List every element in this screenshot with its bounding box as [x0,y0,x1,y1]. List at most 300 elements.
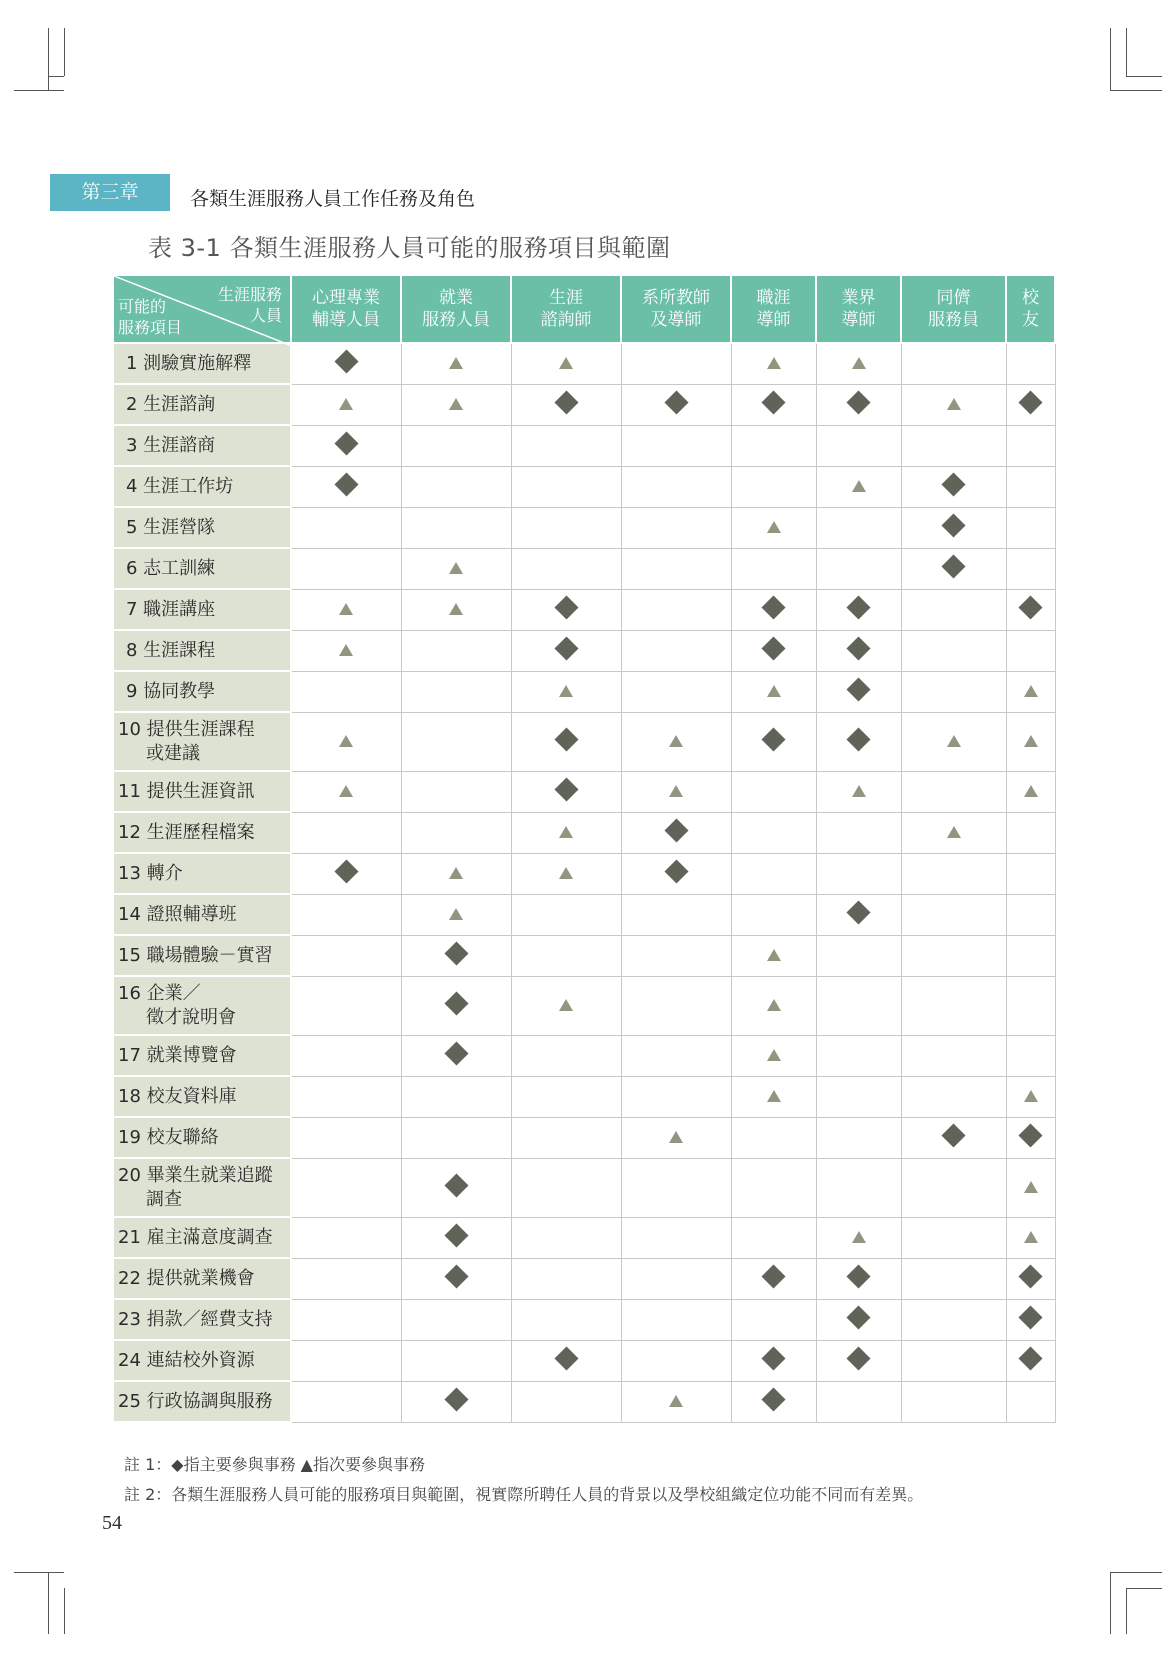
matrix-cell [291,548,401,589]
header-row [113,275,1055,343]
matrix-cell [511,1035,621,1076]
crop-mark [1126,76,1162,77]
crop-mark [14,1572,64,1573]
table-row [113,384,1055,425]
secondary-triangle-icon [449,562,463,574]
secondary-triangle-icon [339,735,353,747]
matrix-cell [731,1258,816,1299]
table-row [113,589,1055,630]
service-item-label-line: 16 企業／ [118,982,201,1004]
matrix-cell [901,548,1006,589]
matrix-cell [731,1035,816,1076]
service-item-label-line: 9 協同教學 [126,680,216,702]
service-item-label-line: 6 志工訓練 [126,557,216,579]
service-item-label [113,466,291,507]
matrix-cell [291,1035,401,1076]
secondary-triangle-icon [767,999,781,1011]
primary-diamond-icon [664,390,688,414]
crop-mark [1110,28,1111,90]
matrix-cell [511,1340,621,1381]
matrix-cell [731,548,816,589]
primary-diamond-icon [444,991,468,1015]
matrix-cell [901,1381,1006,1422]
matrix-cell [816,1340,901,1381]
table-row [113,507,1055,548]
service-item-label-line: 24 連結校外資源 [118,1349,255,1371]
service-item-label-line: 2 生涯諮詢 [126,393,216,415]
service-item-label [113,1158,291,1217]
secondary-triangle-icon [339,603,353,615]
matrix-cell [621,630,731,671]
matrix-cell [1006,507,1055,548]
primary-diamond-icon [846,636,870,660]
service-item-label [113,1381,291,1422]
matrix-cell [1006,1217,1055,1258]
matrix-cell [901,894,1006,935]
matrix-cell [401,671,511,712]
table-row [113,1035,1055,1076]
matrix-cell [731,384,816,425]
matrix-cell [401,853,511,894]
column-header [816,275,901,343]
matrix-cell [901,976,1006,1035]
matrix-cell [816,712,901,771]
service-item-label [113,507,291,548]
service-item-label [113,384,291,425]
secondary-triangle-icon [767,521,781,533]
primary-diamond-icon [554,595,578,619]
matrix-cell [291,466,401,507]
service-item-label-line: 7 職涯講座 [126,598,216,620]
matrix-cell [901,1340,1006,1381]
matrix-cell [291,425,401,466]
primary-diamond-icon [554,727,578,751]
service-item-label [113,853,291,894]
matrix-cell [621,507,731,548]
corner-top-line-2: 人員 [249,306,282,325]
service-item-label [113,1217,291,1258]
crop-mark [14,90,64,91]
primary-diamond-icon [334,472,358,496]
matrix-cell [816,935,901,976]
secondary-triangle-icon [449,603,463,615]
table-row [113,976,1055,1035]
matrix-cell [731,812,816,853]
matrix-cell [1006,466,1055,507]
matrix-cell [401,548,511,589]
matrix-cell [621,1340,731,1381]
column-header-line: 校 [1022,288,1039,308]
crop-mark [1126,1588,1127,1634]
matrix-cell [401,1217,511,1258]
service-item-label-line: 11 提供生涯資訊 [118,780,255,802]
service-item-label-line: 8 生涯課程 [126,639,216,661]
service-item-label [113,894,291,935]
secondary-triangle-icon [767,949,781,961]
secondary-triangle-icon [339,785,353,797]
matrix-cell [291,1217,401,1258]
matrix-cell [291,384,401,425]
matrix-cell [291,1258,401,1299]
table-row [113,1258,1055,1299]
table-row [113,712,1055,771]
matrix-cell [291,630,401,671]
primary-diamond-icon [761,1387,785,1411]
matrix-cell [401,771,511,812]
matrix-cell [816,894,901,935]
matrix-cell [401,1076,511,1117]
service-item-label-line: 4 生涯工作坊 [126,475,234,497]
matrix-cell [401,712,511,771]
corner-bottom-line-1: 可能的 [118,297,167,316]
matrix-cell [816,812,901,853]
matrix-cell [291,1158,401,1217]
primary-diamond-icon [664,818,688,842]
matrix-cell [901,343,1006,384]
matrix-cell [621,1117,731,1158]
matrix-cell [401,894,511,935]
matrix-cell [816,976,901,1035]
service-item-label [113,712,291,771]
matrix-cell [731,1381,816,1422]
secondary-triangle-icon [559,357,573,369]
secondary-triangle-icon [449,398,463,410]
column-header [511,275,621,343]
primary-diamond-icon [846,677,870,701]
secondary-triangle-icon [767,1090,781,1102]
service-item-label [113,976,291,1035]
matrix-cell [1006,1381,1055,1422]
column-header-line: 系所教師 [642,288,710,308]
matrix-cell [731,1340,816,1381]
matrix-cell [1006,630,1055,671]
service-item-label-line: 12 生涯歷程檔案 [118,821,255,843]
column-header-line: 生涯 [549,288,583,308]
matrix-cell [401,935,511,976]
primary-diamond-icon [846,1346,870,1370]
matrix-cell [1006,343,1055,384]
matrix-cell [901,1117,1006,1158]
service-item-label-line: 5 生涯營隊 [126,516,216,538]
matrix-cell [1006,1076,1055,1117]
secondary-triangle-icon [449,867,463,879]
primary-diamond-icon [1018,1346,1042,1370]
matrix-cell [1006,935,1055,976]
matrix-cell [291,1299,401,1340]
matrix-cell [291,343,401,384]
matrix-cell [291,1340,401,1381]
matrix-cell [816,1217,901,1258]
secondary-triangle-icon [1024,685,1038,697]
service-item-label [113,1076,291,1117]
matrix-cell [401,1158,511,1217]
service-item-label-line: 23 捐款／經費支持 [118,1308,273,1330]
crop-mark [1110,90,1162,91]
matrix-cell [511,1117,621,1158]
crop-mark [1110,1572,1162,1573]
matrix-cell [816,1035,901,1076]
secondary-triangle-icon [339,644,353,656]
matrix-cell [511,384,621,425]
matrix-cell [291,1076,401,1117]
matrix-cell [1006,712,1055,771]
table-row [113,1158,1055,1217]
matrix-cell [816,425,901,466]
service-item-label-line: 21 雇主滿意度調查 [118,1226,273,1248]
secondary-triangle-icon [947,398,961,410]
matrix-cell [901,1258,1006,1299]
matrix-cell [816,1158,901,1217]
matrix-cell [291,1381,401,1422]
matrix-cell [511,712,621,771]
table-body [113,343,1055,1422]
primary-diamond-icon [554,636,578,660]
column-header-line: 及導師 [650,310,702,330]
table-row [113,894,1055,935]
crop-mark [64,1588,65,1634]
matrix-cell [511,935,621,976]
matrix-cell [511,466,621,507]
matrix-cell [901,1217,1006,1258]
matrix-cell [816,343,901,384]
matrix-cell [1006,812,1055,853]
primary-diamond-icon [444,1264,468,1288]
matrix-cell [621,1381,731,1422]
column-header-line: 服務人員 [422,310,490,330]
primary-diamond-icon [444,1223,468,1247]
table-row [113,425,1055,466]
service-item-label-line: 20 畢業生就業追蹤 [118,1164,273,1186]
matrix-cell [731,425,816,466]
matrix-cell [731,712,816,771]
matrix-cell [621,1258,731,1299]
secondary-triangle-icon [852,480,866,492]
matrix-cell [621,1076,731,1117]
matrix-cell [291,1117,401,1158]
primary-diamond-icon [334,859,358,883]
matrix-cell [621,1035,731,1076]
service-item-label [113,589,291,630]
column-header-line: 服務員 [928,310,979,330]
secondary-triangle-icon [1024,1090,1038,1102]
matrix-cell [731,671,816,712]
matrix-cell [621,1217,731,1258]
primary-diamond-icon [444,1387,468,1411]
matrix-cell [511,853,621,894]
table-row [113,671,1055,712]
service-item-label-line: 10 提供生涯課程 [118,718,255,740]
service-item-label-line: 17 就業博覽會 [118,1044,237,1066]
primary-diamond-icon [1018,390,1042,414]
matrix-cell [621,671,731,712]
matrix-cell [511,1258,621,1299]
matrix-cell [291,853,401,894]
service-item-label-line: 14 證照輔導班 [118,903,237,925]
primary-diamond-icon [846,1305,870,1329]
matrix-cell [901,712,1006,771]
matrix-cell [401,1035,511,1076]
primary-diamond-icon [761,1346,785,1370]
matrix-cell [901,384,1006,425]
matrix-cell [291,771,401,812]
column-header-line: 同儕 [936,288,971,308]
service-item-label [113,1299,291,1340]
matrix-cell [621,1158,731,1217]
matrix-cell [816,1117,901,1158]
secondary-triangle-icon [767,685,781,697]
table-row [113,1076,1055,1117]
service-item-label [113,1035,291,1076]
matrix-cell [1006,1299,1055,1340]
matrix-cell [901,935,1006,976]
column-header-line: 導師 [841,310,876,330]
matrix-cell [901,853,1006,894]
primary-diamond-icon [941,472,965,496]
matrix-cell [1006,976,1055,1035]
service-item-label-line: 19 校友聯絡 [118,1126,219,1148]
matrix-cell [1006,1035,1055,1076]
secondary-triangle-icon [1024,1231,1038,1243]
secondary-triangle-icon [669,1395,683,1407]
secondary-triangle-icon [559,999,573,1011]
matrix-cell [401,589,511,630]
column-header [901,275,1006,343]
secondary-triangle-icon [339,398,353,410]
table-row [113,343,1055,384]
matrix-cell [621,1299,731,1340]
secondary-triangle-icon [767,1049,781,1061]
service-item-label [113,548,291,589]
secondary-triangle-icon [947,735,961,747]
crop-mark [48,28,49,90]
column-header-line: 業界 [841,288,876,308]
primary-diamond-icon [846,900,870,924]
service-item-label-line: 22 提供就業機會 [118,1267,255,1289]
note-1: 註 1：◆指主要參與事務 ▲指次要參與事務 [124,1455,425,1474]
service-item-label-line: 徵才說明會 [146,1006,236,1028]
matrix-cell [816,589,901,630]
service-item-label [113,771,291,812]
matrix-cell [1006,1258,1055,1299]
table-row [113,1340,1055,1381]
matrix-cell [1006,894,1055,935]
column-header-line: 輔導人員 [312,310,380,330]
matrix-cell [401,384,511,425]
matrix-cell [621,466,731,507]
matrix-cell [1006,1158,1055,1217]
matrix-cell [401,1340,511,1381]
primary-diamond-icon [444,1173,468,1197]
table-row [113,935,1055,976]
matrix-cell [511,548,621,589]
matrix-cell [901,771,1006,812]
secondary-triangle-icon [669,735,683,747]
service-item-label-line: 13 轉介 [118,862,183,884]
matrix-cell [731,1217,816,1258]
column-header-line: 心理專業 [312,288,380,308]
matrix-cell [1006,548,1055,589]
matrix-cell [511,894,621,935]
matrix-cell [816,630,901,671]
note-2: 註 2：各類生涯服務人員可能的服務項目與範圍，視實際所聘任人員的背景以及學校組織定位功能不同而有差異。 [124,1485,924,1504]
matrix-cell [511,771,621,812]
primary-diamond-icon [761,595,785,619]
crop-mark [48,1572,49,1634]
matrix-cell [511,589,621,630]
matrix-cell [816,671,901,712]
matrix-cell [816,548,901,589]
primary-diamond-icon [554,777,578,801]
matrix-cell [901,589,1006,630]
matrix-cell [901,425,1006,466]
matrix-cell [901,1035,1006,1076]
matrix-cell [621,425,731,466]
corner-header [113,275,291,343]
table-row [113,1217,1055,1258]
primary-diamond-icon [941,513,965,537]
service-item-label [113,671,291,712]
table-row [113,1381,1055,1422]
service-item-label-line: 25 行政協調與服務 [118,1390,273,1412]
matrix-cell [731,343,816,384]
column-header [1006,275,1055,343]
matrix-cell [621,935,731,976]
primary-diamond-icon [941,1123,965,1147]
matrix-cell [401,343,511,384]
matrix-cell [621,712,731,771]
secondary-triangle-icon [669,785,683,797]
matrix-cell [621,548,731,589]
matrix-cell [816,1299,901,1340]
secondary-triangle-icon [1024,1181,1038,1193]
matrix-cell [731,1158,816,1217]
matrix-cell [621,384,731,425]
service-item-label-line: 1 測驗實施解釋 [126,352,252,374]
matrix-cell [621,976,731,1035]
matrix-cell [291,976,401,1035]
service-item-label [113,1258,291,1299]
table-row [113,853,1055,894]
matrix-cell [291,894,401,935]
matrix-cell [291,812,401,853]
column-header-line: 諮詢師 [540,310,592,330]
matrix-cell [401,507,511,548]
primary-diamond-icon [846,1264,870,1288]
service-item-label [113,425,291,466]
secondary-triangle-icon [852,785,866,797]
service-matrix-table [112,274,1056,1423]
column-header-line: 導師 [756,310,791,330]
matrix-cell [511,1217,621,1258]
service-item-label [113,1340,291,1381]
crop-mark [1126,1588,1162,1589]
matrix-cell [1006,425,1055,466]
matrix-cell [731,853,816,894]
service-item-label [113,935,291,976]
primary-diamond-icon [444,941,468,965]
service-item-label [113,630,291,671]
matrix-cell [401,466,511,507]
matrix-cell [511,343,621,384]
primary-diamond-icon [761,636,785,660]
matrix-cell [511,812,621,853]
matrix-cell [731,466,816,507]
matrix-cell [401,1381,511,1422]
table-row [113,771,1055,812]
matrix-cell [901,1299,1006,1340]
matrix-cell [621,771,731,812]
matrix-cell [511,507,621,548]
